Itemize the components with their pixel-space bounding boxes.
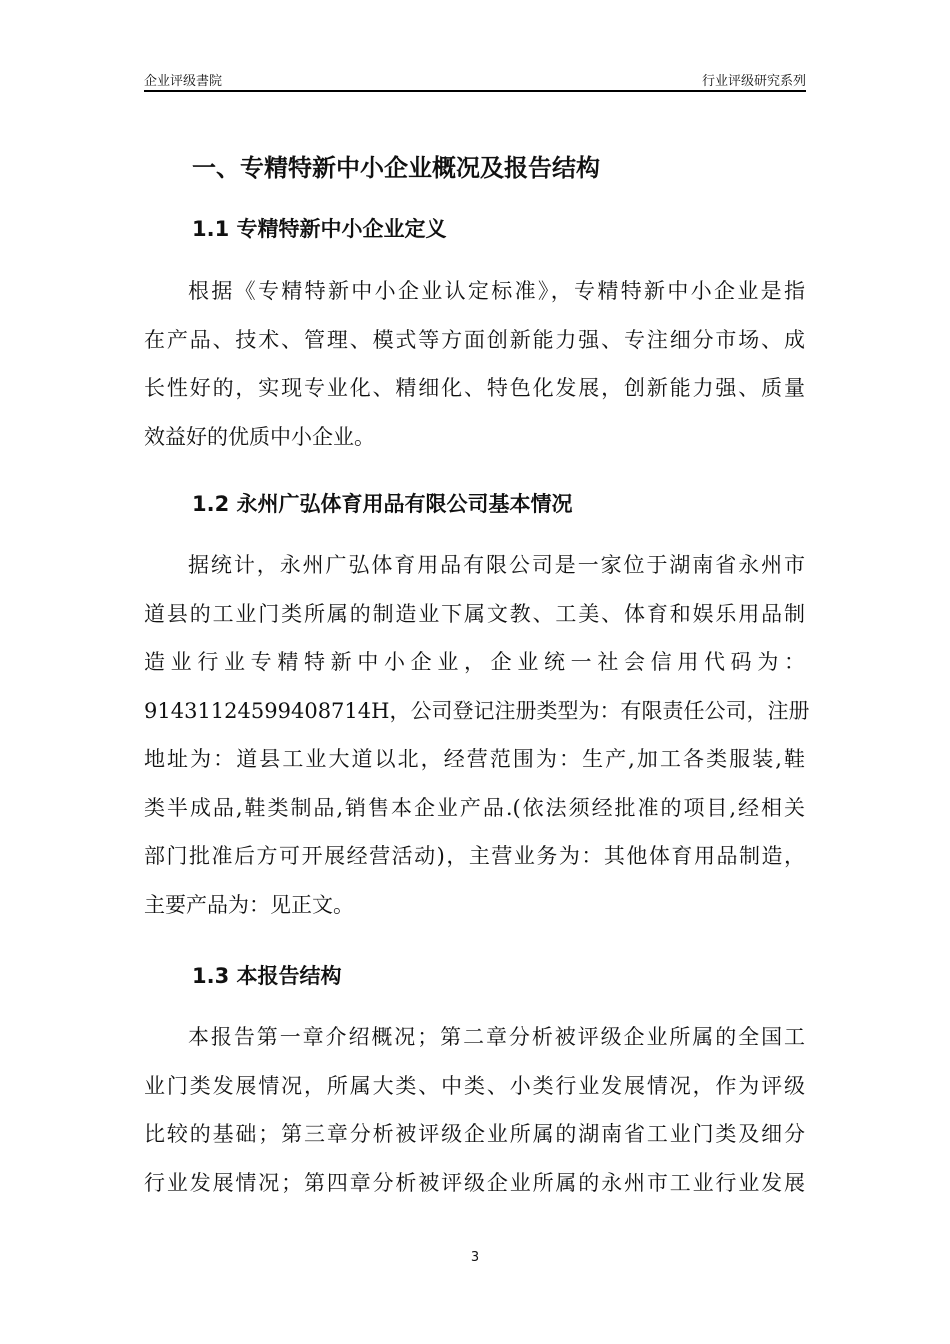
text-line: 地址为：道县工业大道以北，经营范围为：生产,加工各类服装,鞋	[144, 747, 805, 771]
paragraph-definition	[144, 277, 805, 471]
text-line: 本报告第一章介绍概况；第二章分析被评级企业所属的全国工	[188, 1025, 805, 1049]
page-number: 3	[470, 1250, 480, 1265]
section-heading-1-2: 1.2 永州广弘体育用品有限公司基本情况	[192, 492, 573, 516]
paragraph-company-info	[144, 551, 810, 939]
text-line: 比较的基础；第三章分析被评级企业所属的湖南省工业门类及细分	[144, 1122, 805, 1146]
text-line: 根据《专精特新中小企业认定标准》，专精特新中小企业是指	[188, 279, 805, 303]
text-line: 造业行业专精特新中小企业，企业统一社会信用代码为：	[144, 650, 805, 674]
header-right: 行业评级研究系列	[701, 74, 806, 89]
text-line: 主要产品为：见正文。	[144, 892, 354, 917]
text-line: 91431124599408714H，公司登记注册类型为：有限责任公司，注册	[144, 698, 810, 723]
text-line: 在产品、技术、管理、模式等方面创新能力强、专注细分市场、成	[144, 327, 805, 352]
text-line: 道县的工业门类所属的制造业下属文教、工美、体育和娱乐用品制	[144, 601, 805, 626]
text-line: 行业发展情况；第四章分析被评级企业所属的永州市工业行业发展	[144, 1170, 805, 1195]
text-line: 部门批准后方可开展经营活动)，主营业务为：其他体育用品制造，	[144, 844, 805, 868]
chapter-heading: 一、专精特新中小企业概况及报告结构	[192, 154, 600, 182]
text-line: 类半成品,鞋类制品,销售本企业产品.(依法须经批准的项目,经相关	[144, 795, 805, 820]
page-header	[144, 70, 806, 92]
section-heading-1-3: 1.3 本报告结构	[192, 964, 342, 988]
text-line: 长性好的，实现专业化、精细化、特色化发展，创新能力强、质量	[144, 376, 805, 400]
text-line: 据统计，永州广弘体育用品有限公司是一家位于湖南省永州市	[188, 553, 805, 577]
section-heading-1-1: 1.1 专精特新中小企业定义	[192, 217, 447, 241]
text-line: 效益好的优质中小企业。	[144, 424, 375, 449]
paragraph-report-structure	[144, 1023, 805, 1217]
text-line: 业门类发展情况，所属大类、中类、小类行业发展情况，作为评级	[144, 1073, 805, 1098]
header-left: 企业评级書院	[144, 74, 223, 89]
